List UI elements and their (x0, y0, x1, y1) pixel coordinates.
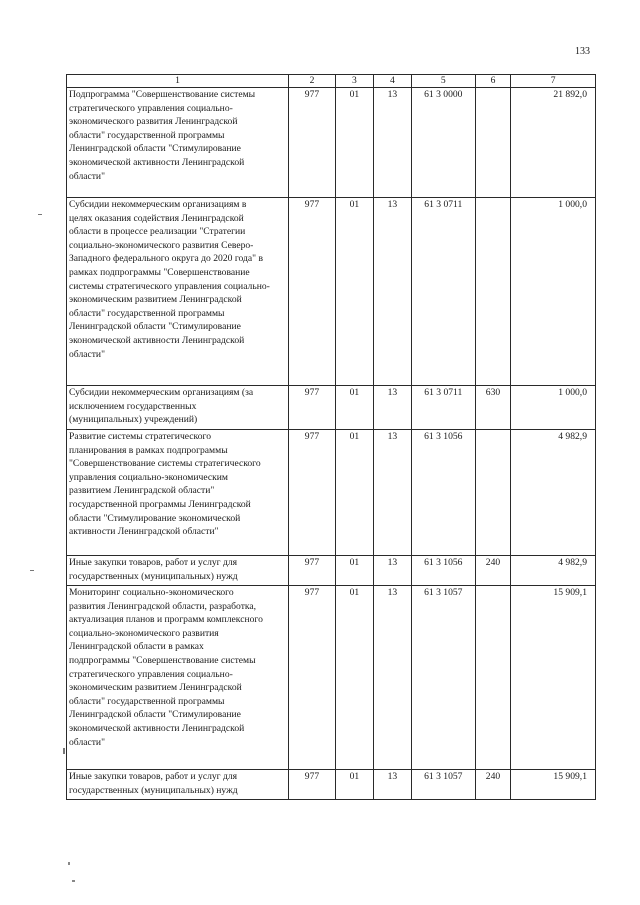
table-row (67, 770, 596, 800)
row-ministry-code: 977 (289, 198, 336, 386)
row-subsection-code: 13 (373, 770, 411, 800)
table-row (67, 556, 596, 586)
row-section-code: 01 (335, 770, 373, 800)
row-subsection-code: 13 (373, 586, 411, 770)
row-amount: 21 892,0 (511, 88, 596, 198)
row-section-code: 01 (335, 556, 373, 586)
table-header-row (67, 75, 596, 88)
row-ministry-code: 977 (289, 88, 336, 198)
header-cell-4: 4 (373, 75, 411, 88)
row-expense-type (475, 198, 511, 386)
row-expense-type (475, 430, 511, 556)
row-description: Иные закупки товаров, работ и услуг для государственных (муниципальных) нужд (67, 770, 289, 800)
row-target-article: 61 3 1057 (411, 586, 475, 770)
row-description: Подпрограмма "Совершенствование системы стратегического управления социально- экономического развития Ленинградской области" государственной программы Ленинградской области "Стимулирование экономической активности Ленинградской области" (67, 88, 289, 198)
row-description: Субсидии некоммерческим организациям (за исключением государственных (муниципальных) учреждений) (67, 386, 289, 430)
row-description: Мониторинг социально-экономического развития Ленинградской области, разработка, актуализация планов и программ комплексного социально-экономического развития Ленинградской области в рамках подпрограммы "Совершенствование системы стратегического управления социально- экономическим развитием Ленинградской области" государственной программы Ленинградской области "Стимулирование экономической активности Ленинградской области" (67, 586, 289, 770)
row-amount: 4 982,9 (511, 430, 596, 556)
row-target-article: 61 3 1056 (411, 430, 475, 556)
header-cell-2: 2 (289, 75, 336, 88)
row-amount: 1 000,0 (511, 198, 596, 386)
budget-table (66, 74, 596, 800)
row-expense-type: 630 (475, 386, 511, 430)
table-row (67, 586, 596, 770)
row-subsection-code: 13 (373, 430, 411, 556)
header-cell-3: 3 (335, 75, 373, 88)
scan-speck (63, 748, 65, 754)
row-amount: 4 982,9 (511, 556, 596, 586)
row-ministry-code: 977 (289, 586, 336, 770)
row-section-code: 01 (335, 88, 373, 198)
header-cell-1: 1 (67, 75, 289, 88)
header-cell-6: 6 (475, 75, 511, 88)
row-description: Субсидии некоммерческим организациям в целях оказания содействия Ленинградской области в процессе реализации "Стратегии социально-экономического развития Северо- Западного федерального округа до 2020 года" в рамках подпрограммы "Совершенствование системы стратегического управления социально- экономическим развитием Ленинградской области" государственной программы Ленинградской области "Стимулирование экономической активности Ленинградской области" (67, 198, 289, 386)
scan-speck (30, 570, 34, 571)
scan-speck (38, 214, 42, 215)
scan-speck (72, 880, 75, 882)
row-subsection-code: 13 (373, 88, 411, 198)
row-subsection-code: 13 (373, 556, 411, 586)
row-ministry-code: 977 (289, 770, 336, 800)
row-section-code: 01 (335, 386, 373, 430)
header-cell-7: 7 (511, 75, 596, 88)
table-row (67, 198, 596, 386)
row-target-article: 61 3 1056 (411, 556, 475, 586)
row-amount: 15 909,1 (511, 586, 596, 770)
row-expense-type: 240 (475, 556, 511, 586)
row-subsection-code: 13 (373, 198, 411, 386)
row-amount: 15 909,1 (511, 770, 596, 800)
row-description: Развитие системы стратегического планирования в рамках подпрограммы "Совершенствование системы стратегического управления социально-экономическим развитием Ленинградской области" государственной программы Ленинградской области "Стимулирование экономической активности Ленинградской области" (67, 430, 289, 556)
table-row (67, 386, 596, 430)
row-expense-type (475, 88, 511, 198)
row-description: Иные закупки товаров, работ и услуг для государственных (муниципальных) нужд (67, 556, 289, 586)
row-ministry-code: 977 (289, 386, 336, 430)
row-ministry-code: 977 (289, 556, 336, 586)
table-row (67, 430, 596, 556)
row-target-article: 61 3 1057 (411, 770, 475, 800)
scan-speck (68, 862, 70, 865)
row-target-article: 61 3 0711 (411, 386, 475, 430)
row-section-code: 01 (335, 198, 373, 386)
row-target-article: 61 3 0711 (411, 198, 475, 386)
row-amount: 1 000,0 (511, 386, 596, 430)
row-section-code: 01 (335, 586, 373, 770)
row-ministry-code: 977 (289, 430, 336, 556)
row-expense-type: 240 (475, 770, 511, 800)
header-cell-5: 5 (411, 75, 475, 88)
table-row (67, 88, 596, 198)
row-subsection-code: 13 (373, 386, 411, 430)
row-expense-type (475, 586, 511, 770)
page-number: 133 (575, 46, 590, 57)
row-section-code: 01 (335, 430, 373, 556)
row-target-article: 61 3 0000 (411, 88, 475, 198)
